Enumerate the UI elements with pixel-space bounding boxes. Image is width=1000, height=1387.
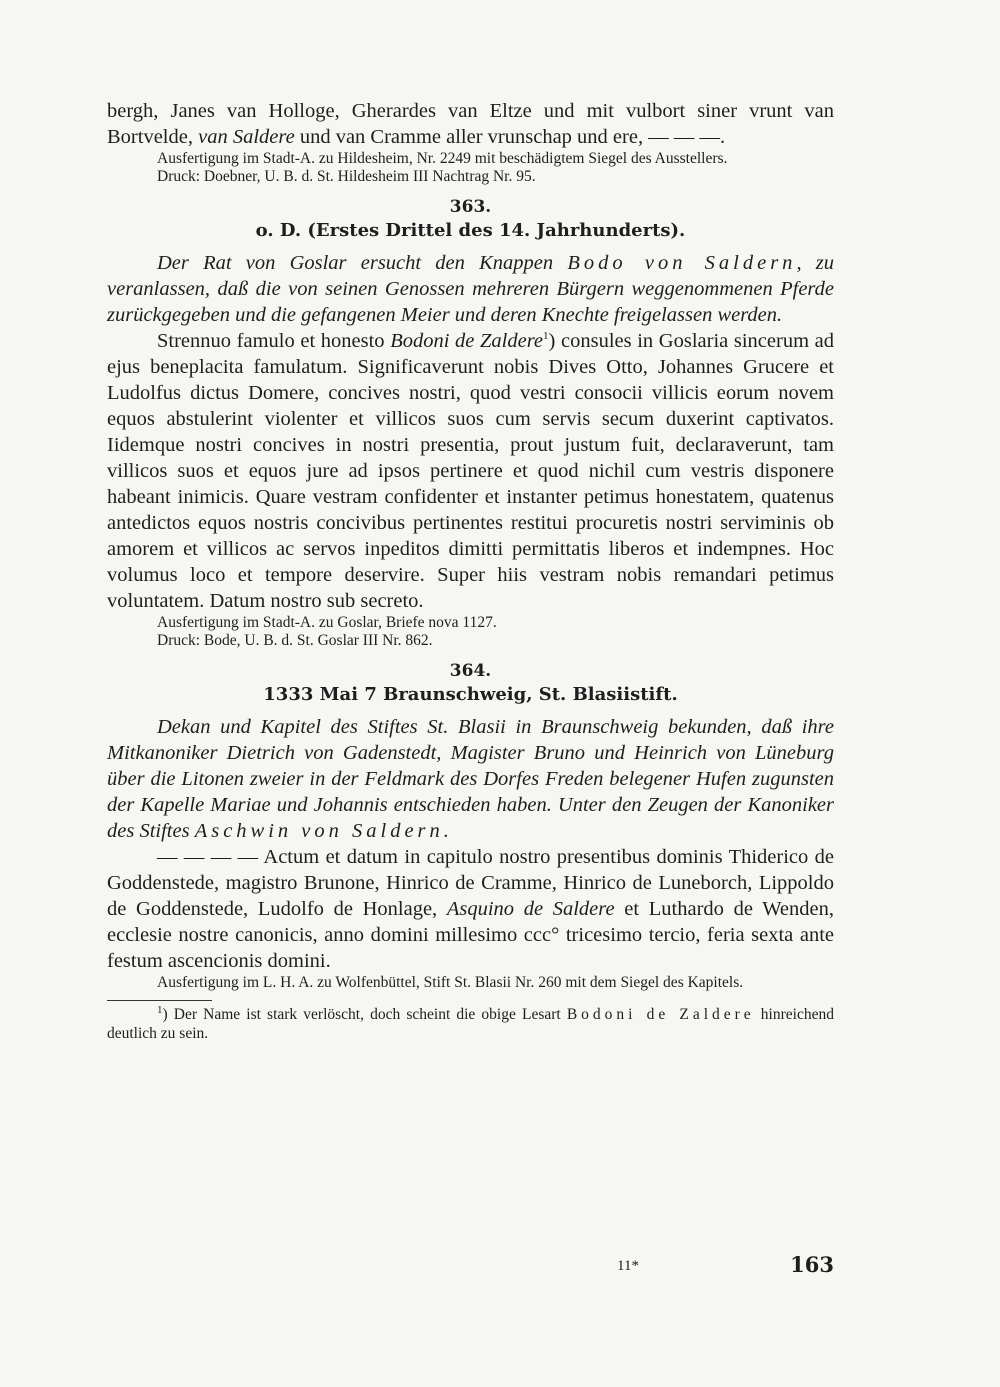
doc-363-note-druck: Druck: Bode, U. B. d. St. Goslar III Nr. 862.	[157, 632, 433, 649]
doc-364-text-a: — — — — Actum et datum in capitulo nostro presentibus dominis Thiderico de Goddenstede, magistro Brunone, Hinrico de Cramme, Hinrico de Luneborch, Lippoldo de Goddenstede, Ludolfo de Honlage,	[107, 846, 834, 920]
intro-text	[107, 98, 834, 150]
doc-363-text-b: ) consules in Goslaria sincerum ad ejus beneplacita famulatum. Significaverunt nobis Dives Otto, Johannes Grucere et Ludolfus dictus Domere, concives nostri, quod vestri consocii villicis eorum novem equos abstulerint violenter et villicos suos cum servis secum duxerint captivatos. Iidemque nostri concives in nostri presentia, prout justum fuit, declaraverunt, tam villicos suos et equos jure ad ipsos pertinere et quod nichil cum vestris disponere habeant inimicis. Quare vestram confidenter et instanter petimus honestatem, quatenus antedictos equos nostris concivibus pertinentes restitui procuretis nostri serviminis ob amorem et villicos ac servos inpeditos dimitti permittatis liberos et indempnes. Hoc volumus loco et tempore deservire. Super hiis vestram nobis remandari petimus voluntatem. Datum nostro sub secreto.	[107, 330, 835, 612]
intro-text-b: und van Cramme aller vrunschap und ere, — — —.	[294, 126, 726, 148]
doc-364-number: 364.	[449, 661, 492, 681]
footnote-text-a: ) Der Name ist stark verlöscht, doch scheint die obige Lesart	[162, 1006, 567, 1023]
doc-364-regest-name: Aschwin von Saldern	[194, 820, 444, 842]
footnote-ref: 1	[543, 330, 549, 343]
doc-364-regest-a: Dekan und Kapitel des Stiftes St. Blasii in Braunschweig bekunden, daß ihre Mitkanoniker Dietrich von Gadenstedt, Magister Bruno und Heinrich von Lüneburg über die Litonen zweier in der Feldmark des Dorfes Freden belegener Hufen zugunsten der Kapelle Mariae und Johannis entschieden haben. Unter den Zeugen der Kanoniker des Stiftes	[107, 716, 834, 842]
doc-364-heading: 1333 Mai 7 Braunschweig, St. Blasiistift.	[263, 684, 678, 705]
footnote-mark: 1	[157, 1003, 163, 1016]
doc-363-number: 363.	[449, 197, 492, 217]
doc-363-regest-name: Bodo von Saldern	[567, 252, 797, 274]
doc-363-text-a: Strennuo famulo et honesto	[157, 330, 391, 352]
doc-363-text	[107, 328, 834, 614]
footnote-text-b: hinreichend deutlich zu sein.	[107, 1006, 834, 1042]
doc-363-note-ausfertigung: Ausfertigung im Stadt-A. zu Goslar, Briefe nova 1127.	[157, 614, 497, 631]
doc-363-regest-b: , zu veranlassen, daß die von seinen Genossen mehreren Bürgern weggenommenen Pferde zurückgegeben und die gefangenen Meier und deren Knechte freigelassen werden.	[107, 252, 835, 326]
footnote-spaced-name: Bodoni de Zaldere	[566, 1006, 755, 1023]
intro-note-druck: Druck: Doebner, U. B. d. St. Hildesheim III Nachtrag Nr. 95.	[157, 168, 536, 185]
doc-364-text-b: et Luthardo de Wenden, ecclesie nostre canonicis, anno domini millesimo ccc° tricesimo tercio, feria sexta ante festum ascencionis domini.	[107, 898, 835, 972]
page-number: 163	[790, 1252, 834, 1277]
doc-364-text-italic: Asquino de Saldere	[446, 898, 615, 920]
doc-363-heading: o. D. (Erstes Drittel des 14. Jahrhunderts).	[255, 220, 686, 241]
doc-364-regest	[107, 714, 834, 844]
doc-363-text-italic: Bodoni de Zaldere	[390, 330, 544, 352]
intro-text-a: bergh, Janes van Holloge, Gherardes van Eltze und mit vulbort siner vrunt van Bortvelde,	[107, 100, 834, 148]
intro-text-italic: van Saldere	[198, 126, 295, 148]
intro-note-ausfertigung: Ausfertigung im Stadt-A. zu Hildesheim, Nr. 2249 mit beschädigtem Siegel des Ausstellers.	[157, 150, 728, 167]
footnote	[107, 1005, 834, 1043]
text-column	[107, 98, 834, 1043]
doc-364-regest-b: .	[443, 820, 449, 842]
signature-mark: 11*	[617, 1258, 639, 1274]
doc-363-regest	[107, 250, 834, 328]
doc-364-text	[107, 844, 834, 974]
doc-364-note-ausfertigung: Ausfertigung im L. H. A. zu Wolfenbüttel, Stift St. Blasii Nr. 260 mit dem Siegel des Kapitels.	[157, 974, 744, 991]
footnote-divider	[107, 1000, 212, 1001]
page-footer	[107, 1252, 834, 1278]
doc-363-regest-a: Der Rat von Goslar ersucht den Knappen	[157, 252, 568, 274]
